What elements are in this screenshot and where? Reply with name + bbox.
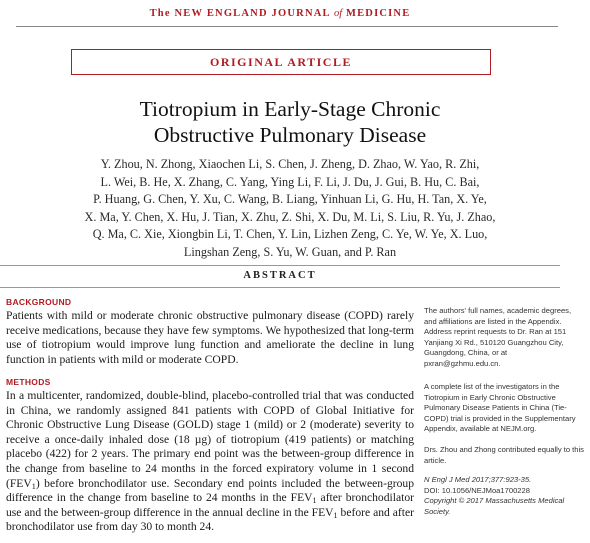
article-type-box <box>71 49 491 75</box>
abstract-heading: ABSTRACT <box>243 270 317 281</box>
abstract-rule-bottom <box>0 287 560 288</box>
methods-text <box>6 389 414 535</box>
citation: N Engl J Med 2017;377:923-35. <box>424 475 532 484</box>
author-line: L. Wei, B. He, X. Zhang, C. Yang, Ying Li, F. Li, J. Du, J. Gui, B. Hu, C. Bai, <box>100 174 480 189</box>
background-text: Patients with mild or moderate chronic obstructive pulmonary disease (COPD) rarely receive medications, because they have few symptoms. We hypothesized that long-term use of tiotropium would improve lung function and ameliorate the decline in lung function in patients with mild or moderate COPD. <box>6 309 414 366</box>
methods-text-part: In a multicenter, randomized, double-blind, placebo-controlled trial that was conducted in China, we randomly assigned 841 patients with COPD of Global Initiative for Chronic Obstructive Lung Disease (GOLD) stage 1 (mild) or 2 (moderate) severity to receive a once-daily inhaled dose (18 µg) of tiotropium (419 patients) or matching placebo (422) for 2 years. The primary end point was the between-group difference in the change from baseline to 24 months in the forced expiratory volume in 1 second (FEV <box>6 389 414 490</box>
citation-block <box>424 475 584 517</box>
methods-heading: METHODS <box>6 377 51 387</box>
title-line-1: Tiotropium in Early-Stage Chronic <box>139 97 441 121</box>
author-list <box>20 156 560 262</box>
journal-name-suffix: MEDICINE <box>345 8 411 19</box>
investigators-note: A complete list of the investigators in the Tiotropium in Early Chronic Obstructive Pulmonary Disease Patients in China (Tie-COPD) trial is provided in the Supplementary Appendix, available at NEJM.org. <box>424 382 576 434</box>
doi: DOI: 10.1056/NEJMoa1700228 <box>424 485 530 495</box>
author-info-note: The authors' full names, academic degrees, and affiliations are listed in the Appendix. Address reprint requests to Dr. Ran at 151 Yanjiang Xi Rd., 510120 Guangzhou City, Guangdong, China, or at pxran@gzhmu.edu.cn. <box>424 306 572 368</box>
fev-subscript: 1 <box>31 481 36 491</box>
copyright: Copyright © 2017 Massachusetts Medical Society. <box>424 496 565 516</box>
article-type-label: ORIGINAL ARTICLE <box>210 54 352 69</box>
masthead-rule <box>16 26 558 27</box>
methods-text-part: ) before bronchodilator use. Secondary end points included the between-group difference in the change from baseline to 24 months in the FEV <box>6 476 414 505</box>
title-line-2: Obstructive Pulmonary Disease <box>153 123 427 147</box>
methods-text-part: before and after bronchodilator use from day 30 to month 24. <box>6 505 414 534</box>
journal-masthead <box>0 8 560 19</box>
fev-subscript: 1 <box>312 496 317 506</box>
author-line: P. Huang, G. Chen, Y. Xu, C. Wang, B. Liang, Yinhuan Li, G. Hu, H. Tan, X. Ye, <box>93 192 487 207</box>
abstract-rule-top <box>0 265 560 266</box>
article-title <box>20 96 560 148</box>
author-line: Lingshan Zeng, S. Yu, W. Guan, and P. Ran <box>183 244 397 259</box>
methods-text-part: after bronchodilator use and the between-group difference in the annual decline in the FEV <box>6 491 414 519</box>
author-line: Q. Ma, C. Xie, Xiongbin Li, T. Chen, Y. Lin, Lizhen Zeng, C. Ye, W. Ye, X. Luo, <box>92 227 488 242</box>
journal-name-prefix: The NEW ENGLAND JOURNAL <box>149 8 331 19</box>
background-heading: BACKGROUND <box>6 297 72 307</box>
equal-contribution-note: Drs. Zhou and Zhong contributed equally to this article. <box>424 445 584 465</box>
fev-subscript: 1 <box>333 510 338 520</box>
author-line: X. Ma, Y. Chen, X. Hu, J. Tian, X. Zhu, Z. Shi, X. Du, M. Li, S. Liu, R. Yu, J. Zhao, <box>84 209 496 224</box>
journal-name-of: of <box>333 8 343 19</box>
author-line: Y. Zhou, N. Zhong, Xiaochen Li, S. Chen, J. Zheng, D. Zhao, W. Yao, R. Zhi, <box>100 157 480 171</box>
